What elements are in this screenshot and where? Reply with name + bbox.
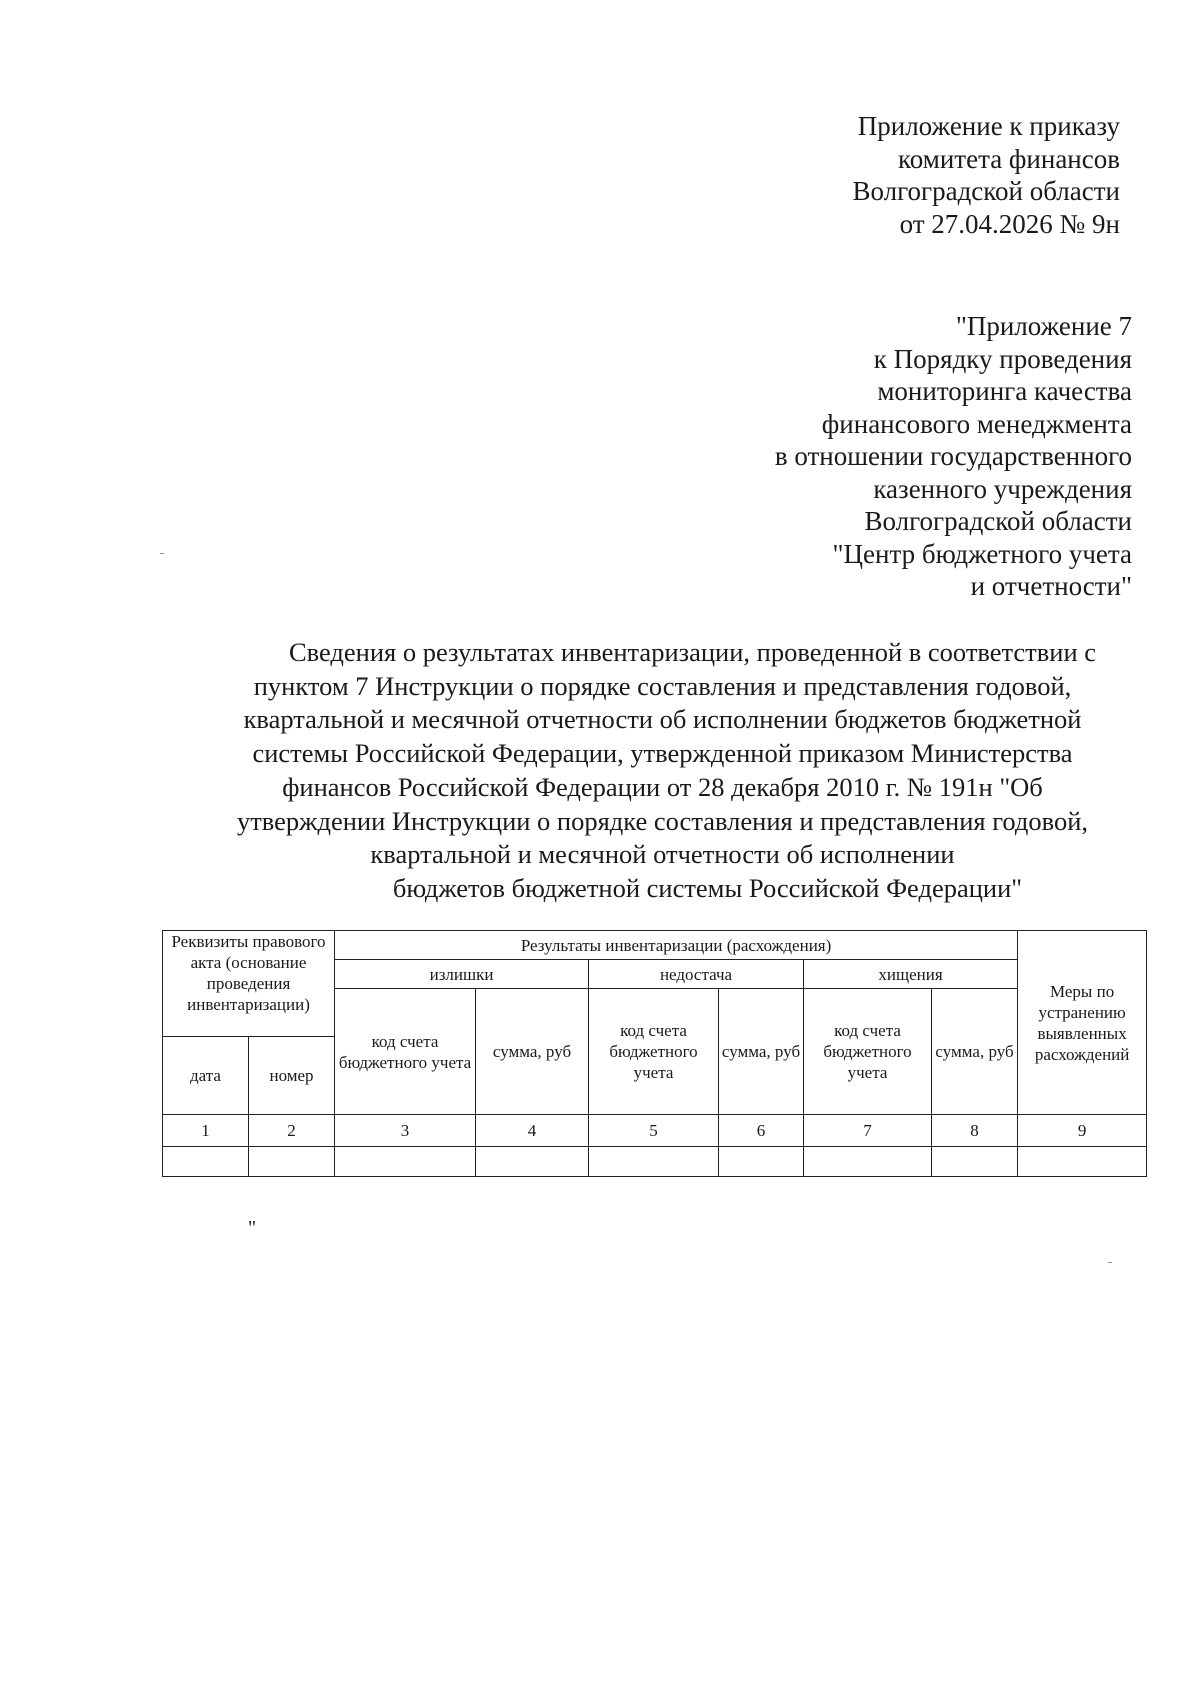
shortage-account-code-header: код счета бюджетного учета — [589, 989, 719, 1115]
header-line: к Порядку проведения — [873, 343, 1132, 374]
closing-quote: " — [248, 1217, 257, 1239]
header-line: Приложение к приказу — [857, 111, 1120, 141]
surplus-header: излишки — [335, 960, 589, 989]
header-line: Волгоградской области — [852, 176, 1120, 206]
surplus-amount-header: сумма, руб — [476, 989, 589, 1115]
theft-header: хищения — [804, 960, 1018, 989]
table-row — [163, 1147, 1147, 1177]
heading-line: пунктом 7 Инструкции о порядке составления и представления годовой, — [253, 670, 1072, 701]
column-number: 7 — [804, 1115, 932, 1147]
table-cell — [1018, 1147, 1147, 1177]
theft-amount-header: сумма, руб — [932, 989, 1018, 1115]
number-header: номер — [249, 1037, 335, 1115]
header-line: и отчетности" — [970, 571, 1132, 601]
theft-account-code-header: код счета бюджетного учета — [804, 989, 932, 1115]
column-number: 2 — [249, 1115, 335, 1147]
header-line: от 27.04.2026 № 9н — [899, 208, 1120, 239]
heading-line: бюджетов бюджетной системы Российской Федерации" — [392, 872, 1023, 903]
heading-line: системы Российской Федерации, утвержденной приказом Министерства — [252, 738, 1073, 769]
header-line: Волгоградской области — [864, 506, 1132, 536]
scan-speck — [1108, 1262, 1112, 1263]
procedure-appendix-header — [775, 310, 1132, 603]
heading-line: Сведения о результатах инвентаризации, проведенной в соответствии с — [288, 637, 1097, 667]
shortage-amount-header: сумма, руб — [719, 989, 804, 1115]
column-numbers-row — [163, 1115, 1147, 1147]
header-line: "Центр бюджетного учета — [832, 538, 1132, 569]
table-cell — [932, 1147, 1018, 1177]
column-number: 3 — [335, 1115, 476, 1147]
table-cell — [335, 1147, 476, 1177]
heading-line: утверждении Инструкции о порядке составления и представления годовой, — [236, 805, 1089, 836]
table-cell — [476, 1147, 589, 1177]
heading-line: квартальной и месячной отчетности об исполнении бюджетов бюджетной — [243, 704, 1082, 735]
heading-line: финансов Российской Федерации от 28 декабря 2010 г. № 191н "Об — [282, 771, 1043, 802]
table-cell — [589, 1147, 719, 1177]
column-number: 9 — [1018, 1115, 1147, 1147]
column-number: 4 — [476, 1115, 589, 1147]
scan-speck — [160, 553, 164, 554]
table-cell — [163, 1147, 249, 1177]
surplus-account-code-header: код счета бюджетного учета — [335, 989, 476, 1115]
shortage-header: недостача — [589, 960, 804, 989]
legal-act-header: Реквизиты правового акта (основание проведения инвентаризации) — [163, 931, 335, 1037]
measures-header: Меры по устранению выявленных расхождений — [1018, 931, 1147, 1115]
document-heading — [195, 636, 1130, 906]
table-cell — [804, 1147, 932, 1177]
date-header: дата — [163, 1037, 249, 1115]
column-number: 5 — [589, 1115, 719, 1147]
header-line: "Приложение 7 — [955, 311, 1132, 341]
column-number: 1 — [163, 1115, 249, 1147]
inventory-results-table — [162, 930, 1147, 1177]
column-number: 8 — [932, 1115, 1018, 1147]
header-line: мониторинга качества — [877, 376, 1132, 406]
header-line: казенного учреждения — [873, 473, 1132, 504]
heading-line: квартальной и месячной отчетности об исполнении — [370, 839, 955, 870]
header-line: финансового менеджмента — [821, 408, 1132, 439]
header-line: комитета финансов — [898, 143, 1120, 174]
table-cell — [719, 1147, 804, 1177]
order-appendix-header — [852, 110, 1120, 240]
table-cell — [249, 1147, 335, 1177]
header-line: в отношении государственного — [774, 441, 1132, 471]
results-header: Результаты инвентаризации (расхождения) — [335, 931, 1018, 960]
column-number: 6 — [719, 1115, 804, 1147]
